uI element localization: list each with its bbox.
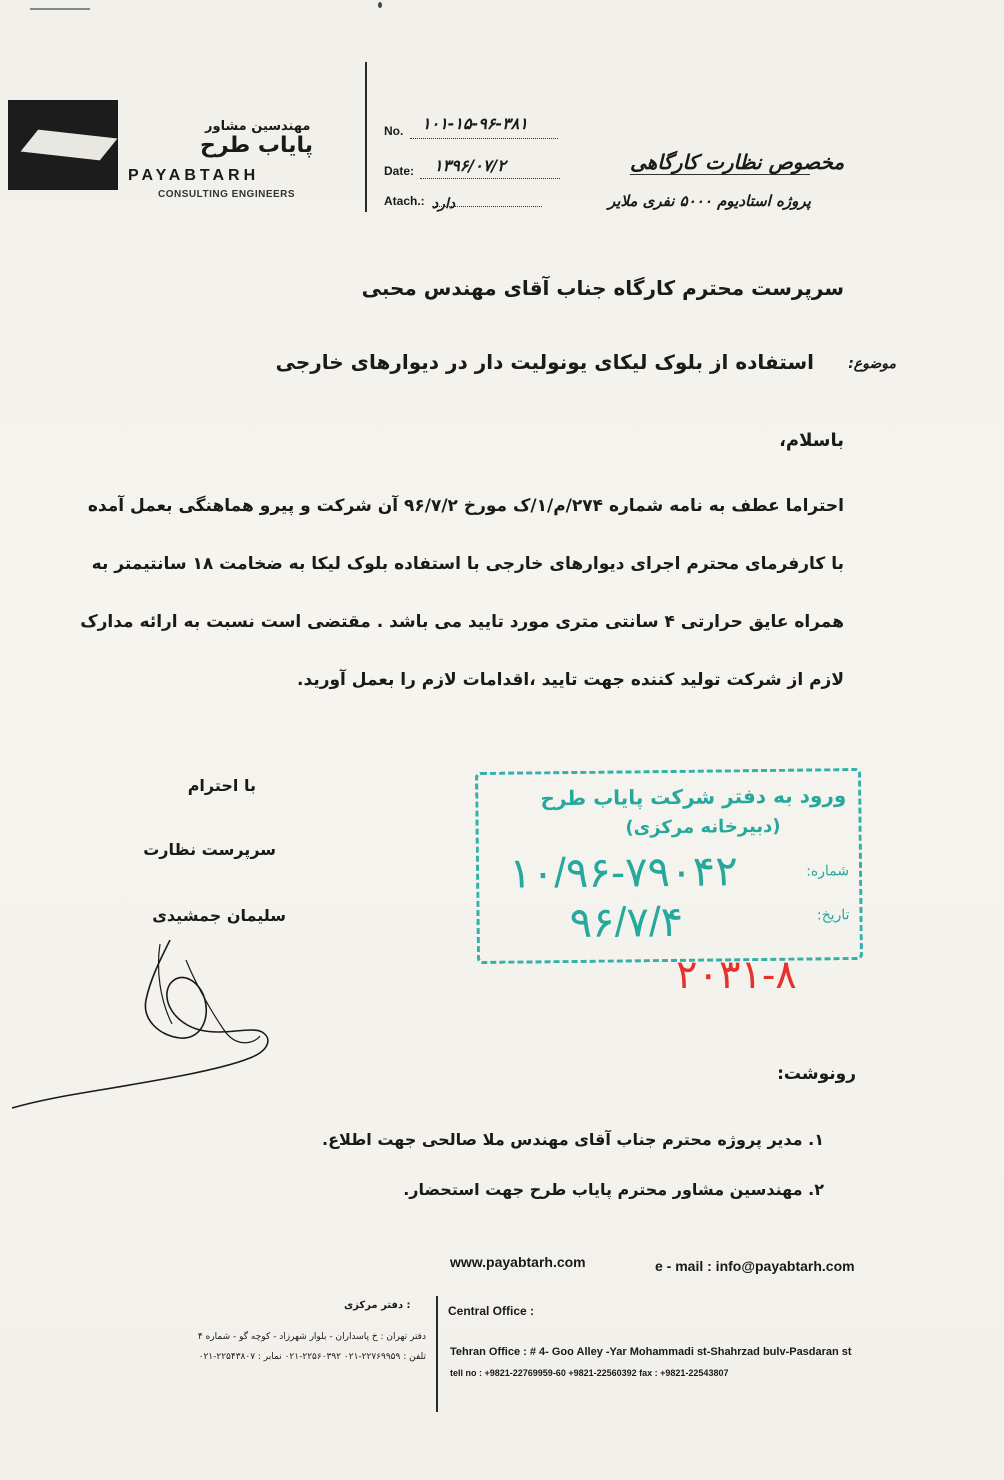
email-link[interactable]: e - mail : info@payabtarh.com xyxy=(655,1258,855,1274)
footer-divider xyxy=(436,1296,438,1412)
header-divider xyxy=(365,62,367,212)
body-line: لازم از شرکت تولید کننده جهت تایید ،اقدامات لازم را بعمل آورید. xyxy=(297,670,844,690)
cc-label: رونوشت: xyxy=(777,1064,856,1084)
office-label-en: Central Office : xyxy=(448,1304,535,1318)
date-underline xyxy=(420,178,560,179)
stamp-number: ۱۰/۹۶-۷۹۰۴۲ xyxy=(508,847,738,897)
subject-label: موضوع: xyxy=(848,356,896,372)
payabtarh-logo xyxy=(8,100,118,190)
attach-label: Atach.: xyxy=(384,194,425,208)
office-label-fa: : دفتر مرکزی xyxy=(344,1300,411,1311)
letter-date: ۱۳۹۶/۰۷/۲ xyxy=(434,156,506,175)
cc-item: ۲. مهندسین مشاور محترم پایاب طرح جهت استحضار. xyxy=(403,1180,824,1199)
attach-value: دارد xyxy=(432,196,456,212)
project-subtitle: پروژه استادیوم ۵۰۰۰ نفری ملایر xyxy=(608,192,811,210)
handwritten-reference-number: ۲۰۳۱-۸ xyxy=(676,953,797,997)
scan-speck xyxy=(378,2,382,8)
scan-streak xyxy=(30,8,90,10)
firm-name-fa-small: مهندسین مشاور xyxy=(205,119,311,134)
date-label: Date: xyxy=(384,164,415,178)
body-line: با کارفرمای محترم اجرای دیوارهای خارجی با استفاده بلوک لیکا به ضخامت ۱۸ سانتیمتر به xyxy=(91,554,844,574)
body-line: همراه عایق حرارتی ۴ سانتی متری مورد تایید می باشد . مقتضی است نسبت به ارائه مدارک xyxy=(80,612,844,632)
signatory-name: سلیمان جمشیدی xyxy=(152,906,286,925)
firm-subtitle-en: CONSULTING ENGINEERS xyxy=(158,189,296,200)
website-link[interactable]: www.payabtarh.com xyxy=(450,1254,586,1270)
subject-text: استفاده از بلوک لیکای یونولیت دار در دیوارهای خارجی xyxy=(275,350,814,374)
stamp-title: ورود به دفتر شرکت پایاب طرح xyxy=(540,783,847,811)
handwritten-signature xyxy=(10,940,330,1130)
phone-fa: تلفن : ۲۲۷۶۹۹۵۹-۰۲۱ ۲۲۵۶۰۳۹۲-۰۲۱ نمابر : ۲۲۵۴۳۸۰۷-۰۲۱ xyxy=(198,1352,426,1362)
reception-stamp xyxy=(475,768,863,964)
project-underline xyxy=(630,174,810,175)
no-underline xyxy=(410,138,558,139)
no-label: No. xyxy=(384,124,404,138)
recipient: سرپرست محترم کارگاه جناب آقای مهندس محبی xyxy=(361,276,844,300)
stamp-number-label: شماره: xyxy=(806,863,850,880)
greeting: باسلام، xyxy=(779,430,844,451)
firm-name-en: PAYABTARH xyxy=(128,167,260,184)
phone-en: tell no : +9821-22769959-60 +9821-22560392 fax : +9821-22543807 xyxy=(450,1368,729,1378)
stamp-subtitle: (دبیرخانه مرکزی) xyxy=(625,815,781,839)
letter-number: ۱۰۱-۱۵-۹۶-۳۸۱ xyxy=(422,114,528,133)
firm-name-fa: پایاب طرح xyxy=(200,133,314,158)
cc-item: ۱. مدیر پروژه محترم جناب آقای مهندس ملا صالحی جهت اطلاع. xyxy=(322,1130,824,1149)
project-title: مخصوص نظارت کارگاهی xyxy=(630,150,845,174)
stamp-date-label: تاریخ: xyxy=(816,907,850,924)
stamp-date: ۹۶/۷/۴ xyxy=(569,897,684,947)
body-line: احتراما عطف به نامه شماره ۲۷۴/م/۱/ک مورخ ۹۶/۷/۲ آن شرکت و پیرو هماهنگی بعمل آمده xyxy=(87,496,844,516)
address-fa: دفتر تهران : خ پاسداران - بلوار شهرزاد - کوچه گو - شماره ۴ xyxy=(197,1332,426,1342)
address-en: Tehran Office : # 4- Goo Alley -Yar Mohammadi st-Shahrzad bulv-Pasdaran st xyxy=(450,1346,852,1358)
signatory-title: سرپرست نظارت xyxy=(143,840,276,859)
closing: با احترام xyxy=(187,776,256,795)
